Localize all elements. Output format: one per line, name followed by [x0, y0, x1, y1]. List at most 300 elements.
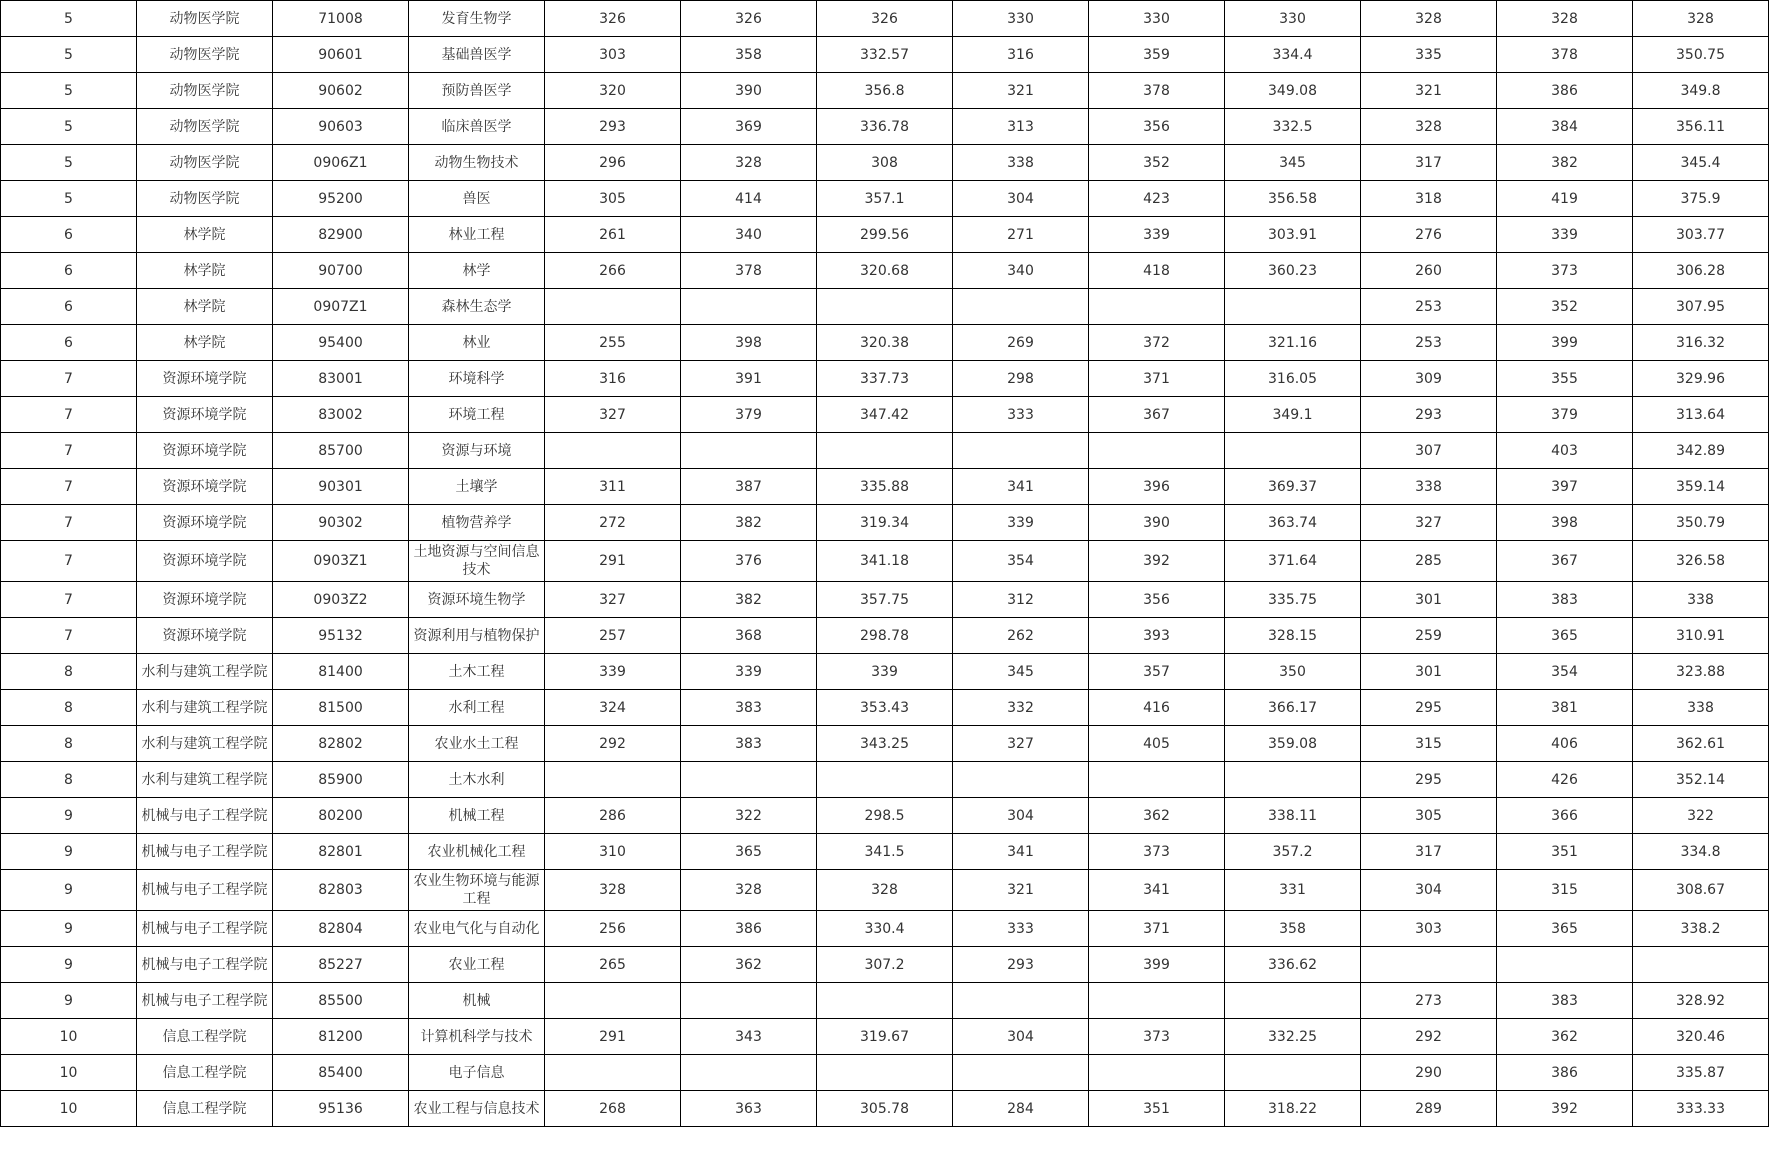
min-cell	[545, 433, 681, 469]
min-cell: 293	[1361, 397, 1497, 433]
code-cell: 85700	[273, 433, 409, 469]
min-cell: 298	[953, 361, 1089, 397]
rank-cell: 5	[1, 109, 137, 145]
table-row	[1, 289, 1769, 325]
avg-cell: 305.78	[817, 1091, 953, 1127]
avg-cell: 339	[817, 654, 953, 690]
major-cell: 临床兽医学	[409, 109, 545, 145]
max-cell: 378	[1497, 37, 1633, 73]
avg-cell: 328	[1633, 1, 1769, 37]
avg-cell: 307.2	[817, 947, 953, 983]
min-cell: 289	[1361, 1091, 1497, 1127]
college-cell: 水利与建筑工程学院	[137, 762, 273, 798]
min-cell: 327	[1361, 505, 1497, 541]
max-cell: 330	[1089, 1, 1225, 37]
avg-cell: 353.43	[817, 690, 953, 726]
rank-cell: 9	[1, 947, 137, 983]
max-cell: 352	[1497, 289, 1633, 325]
table-row	[1, 762, 1769, 798]
min-cell: 295	[1361, 690, 1497, 726]
college-cell: 动物医学院	[137, 1, 273, 37]
avg-cell: 332.25	[1225, 1019, 1361, 1055]
min-cell: 266	[545, 253, 681, 289]
avg-cell: 331	[1225, 870, 1361, 911]
avg-cell: 345	[1225, 145, 1361, 181]
max-cell	[1089, 983, 1225, 1019]
min-cell: 253	[1361, 325, 1497, 361]
avg-cell: 337.73	[817, 361, 953, 397]
table-row	[1, 947, 1769, 983]
college-cell: 信息工程学院	[137, 1019, 273, 1055]
avg-cell: 360.23	[1225, 253, 1361, 289]
max-cell: 382	[681, 505, 817, 541]
major-cell: 环境工程	[409, 397, 545, 433]
table-row	[1, 618, 1769, 654]
min-cell	[953, 983, 1089, 1019]
max-cell: 328	[681, 870, 817, 911]
code-cell: 83002	[273, 397, 409, 433]
code-cell: 95200	[273, 181, 409, 217]
table-row	[1, 433, 1769, 469]
avg-cell: 350.79	[1633, 505, 1769, 541]
max-cell: 386	[681, 911, 817, 947]
code-cell: 82804	[273, 911, 409, 947]
avg-cell: 358	[1225, 911, 1361, 947]
max-cell: 386	[1497, 1055, 1633, 1091]
min-cell: 260	[1361, 253, 1497, 289]
max-cell: 359	[1089, 37, 1225, 73]
min-cell: 345	[953, 654, 1089, 690]
avg-cell: 336.62	[1225, 947, 1361, 983]
college-cell: 资源环境学院	[137, 361, 273, 397]
avg-cell: 341.18	[817, 541, 953, 582]
code-cell: 82900	[273, 217, 409, 253]
min-cell: 265	[545, 947, 681, 983]
major-cell: 基础兽医学	[409, 37, 545, 73]
max-cell: 365	[681, 834, 817, 870]
min-cell: 330	[953, 1, 1089, 37]
min-cell: 321	[953, 73, 1089, 109]
max-cell: 399	[1089, 947, 1225, 983]
max-cell: 416	[1089, 690, 1225, 726]
avg-cell: 338.2	[1633, 911, 1769, 947]
table-row	[1, 361, 1769, 397]
max-cell	[681, 983, 817, 1019]
avg-cell: 332.57	[817, 37, 953, 73]
avg-cell: 342.89	[1633, 433, 1769, 469]
table-row	[1, 145, 1769, 181]
min-cell: 338	[953, 145, 1089, 181]
min-cell: 320	[545, 73, 681, 109]
code-cell: 82802	[273, 726, 409, 762]
max-cell: 354	[1497, 654, 1633, 690]
avg-cell: 320.68	[817, 253, 953, 289]
college-cell: 机械与电子工程学院	[137, 947, 273, 983]
college-cell: 林学院	[137, 217, 273, 253]
avg-cell: 298.78	[817, 618, 953, 654]
college-cell: 机械与电子工程学院	[137, 983, 273, 1019]
major-cell: 计算机科学与技术	[409, 1019, 545, 1055]
max-cell: 379	[681, 397, 817, 433]
avg-cell: 332.5	[1225, 109, 1361, 145]
rank-cell: 7	[1, 505, 137, 541]
table-row	[1, 109, 1769, 145]
rank-cell: 7	[1, 618, 137, 654]
college-cell: 林学院	[137, 253, 273, 289]
code-cell: 81500	[273, 690, 409, 726]
avg-cell: 320.46	[1633, 1019, 1769, 1055]
min-cell: 255	[545, 325, 681, 361]
max-cell: 358	[681, 37, 817, 73]
max-cell: 315	[1497, 870, 1633, 911]
table-row	[1, 253, 1769, 289]
max-cell: 365	[1497, 911, 1633, 947]
min-cell: 309	[1361, 361, 1497, 397]
college-cell: 信息工程学院	[137, 1091, 273, 1127]
avg-cell: 328.92	[1633, 983, 1769, 1019]
college-cell: 动物医学院	[137, 37, 273, 73]
min-cell: 296	[545, 145, 681, 181]
major-cell: 土木工程	[409, 654, 545, 690]
avg-cell: 318.22	[1225, 1091, 1361, 1127]
table-row	[1, 911, 1769, 947]
max-cell: 371	[1089, 361, 1225, 397]
table-row	[1, 1019, 1769, 1055]
min-cell: 301	[1361, 582, 1497, 618]
code-cell: 81200	[273, 1019, 409, 1055]
avg-cell: 310.91	[1633, 618, 1769, 654]
min-cell: 268	[545, 1091, 681, 1127]
code-cell: 90301	[273, 469, 409, 505]
college-cell: 机械与电子工程学院	[137, 870, 273, 911]
major-cell: 植物营养学	[409, 505, 545, 541]
max-cell: 371	[1089, 911, 1225, 947]
table-row	[1, 181, 1769, 217]
min-cell: 324	[545, 690, 681, 726]
code-cell: 83001	[273, 361, 409, 397]
min-cell: 341	[953, 469, 1089, 505]
min-cell: 315	[1361, 726, 1497, 762]
max-cell: 378	[681, 253, 817, 289]
avg-cell	[817, 1055, 953, 1091]
max-cell: 414	[681, 181, 817, 217]
min-cell	[545, 1055, 681, 1091]
code-cell: 95136	[273, 1091, 409, 1127]
avg-cell: 336.78	[817, 109, 953, 145]
major-cell: 林业	[409, 325, 545, 361]
avg-cell: 330	[1225, 1, 1361, 37]
table-row	[1, 541, 1769, 582]
max-cell: 398	[1497, 505, 1633, 541]
min-cell: 341	[953, 834, 1089, 870]
min-cell: 272	[545, 505, 681, 541]
max-cell: 382	[1497, 145, 1633, 181]
max-cell: 357	[1089, 654, 1225, 690]
min-cell: 310	[545, 834, 681, 870]
min-cell: 292	[545, 726, 681, 762]
min-cell: 333	[953, 397, 1089, 433]
avg-cell	[817, 289, 953, 325]
rank-cell: 6	[1, 217, 137, 253]
table-row	[1, 397, 1769, 433]
max-cell	[681, 1055, 817, 1091]
max-cell: 362	[1497, 1019, 1633, 1055]
major-cell: 土地资源与空间信息技术	[409, 541, 545, 582]
min-cell: 292	[1361, 1019, 1497, 1055]
max-cell: 396	[1089, 469, 1225, 505]
min-cell: 301	[1361, 654, 1497, 690]
major-cell: 林学	[409, 253, 545, 289]
max-cell: 343	[681, 1019, 817, 1055]
max-cell: 406	[1497, 726, 1633, 762]
min-cell: 327	[545, 582, 681, 618]
major-cell: 农业生物环境与能源工程	[409, 870, 545, 911]
max-cell: 387	[681, 469, 817, 505]
max-cell	[1089, 289, 1225, 325]
min-cell: 291	[545, 541, 681, 582]
max-cell: 384	[1497, 109, 1633, 145]
max-cell	[1089, 433, 1225, 469]
avg-cell: 323.88	[1633, 654, 1769, 690]
college-cell: 动物医学院	[137, 145, 273, 181]
max-cell: 376	[681, 541, 817, 582]
min-cell: 335	[1361, 37, 1497, 73]
min-cell: 333	[953, 911, 1089, 947]
min-cell: 332	[953, 690, 1089, 726]
min-cell: 338	[1361, 469, 1497, 505]
rank-cell: 7	[1, 397, 137, 433]
min-cell: 327	[953, 726, 1089, 762]
avg-cell: 333.33	[1633, 1091, 1769, 1127]
min-cell: 304	[953, 181, 1089, 217]
avg-cell: 359.08	[1225, 726, 1361, 762]
min-cell	[953, 762, 1089, 798]
min-cell: 305	[1361, 798, 1497, 834]
max-cell: 382	[681, 582, 817, 618]
avg-cell: 319.67	[817, 1019, 953, 1055]
avg-cell	[1225, 762, 1361, 798]
avg-cell: 357.75	[817, 582, 953, 618]
min-cell: 326	[545, 1, 681, 37]
min-cell: 316	[953, 37, 1089, 73]
avg-cell: 363.74	[1225, 505, 1361, 541]
avg-cell: 335.88	[817, 469, 953, 505]
min-cell: 291	[545, 1019, 681, 1055]
max-cell: 398	[681, 325, 817, 361]
min-cell: 290	[1361, 1055, 1497, 1091]
table-row	[1, 1091, 1769, 1127]
code-cell: 85500	[273, 983, 409, 1019]
code-cell: 95400	[273, 325, 409, 361]
avg-cell: 313.64	[1633, 397, 1769, 433]
major-cell: 农业机械化工程	[409, 834, 545, 870]
min-cell: 303	[1361, 911, 1497, 947]
min-cell: 307	[1361, 433, 1497, 469]
major-cell: 资源与环境	[409, 433, 545, 469]
avg-cell: 308	[817, 145, 953, 181]
major-cell: 动物生物技术	[409, 145, 545, 181]
avg-cell	[817, 762, 953, 798]
code-cell: 80200	[273, 798, 409, 834]
major-cell: 发育生物学	[409, 1, 545, 37]
avg-cell: 335.87	[1633, 1055, 1769, 1091]
avg-cell: 338	[1633, 582, 1769, 618]
major-cell: 预防兽医学	[409, 73, 545, 109]
min-cell: 316	[545, 361, 681, 397]
table-row	[1, 505, 1769, 541]
avg-cell: 326	[817, 1, 953, 37]
avg-cell: 316.32	[1633, 325, 1769, 361]
max-cell	[1497, 947, 1633, 983]
min-cell: 318	[1361, 181, 1497, 217]
avg-cell: 371.64	[1225, 541, 1361, 582]
major-cell: 资源环境生物学	[409, 582, 545, 618]
college-cell: 资源环境学院	[137, 582, 273, 618]
table-row	[1, 870, 1769, 911]
code-cell: 82803	[273, 870, 409, 911]
table-row	[1, 834, 1769, 870]
min-cell	[953, 433, 1089, 469]
avg-cell: 299.56	[817, 217, 953, 253]
table-row	[1, 217, 1769, 253]
min-cell: 285	[1361, 541, 1497, 582]
max-cell: 365	[1497, 618, 1633, 654]
avg-cell: 338	[1633, 690, 1769, 726]
min-cell	[1361, 947, 1497, 983]
avg-cell: 298.5	[817, 798, 953, 834]
college-cell: 资源环境学院	[137, 433, 273, 469]
college-cell: 水利与建筑工程学院	[137, 726, 273, 762]
min-cell: 339	[545, 654, 681, 690]
min-cell: 340	[953, 253, 1089, 289]
min-cell: 259	[1361, 618, 1497, 654]
max-cell: 341	[1089, 870, 1225, 911]
avg-cell: 328	[817, 870, 953, 911]
max-cell: 403	[1497, 433, 1633, 469]
min-cell: 257	[545, 618, 681, 654]
avg-cell: 356.58	[1225, 181, 1361, 217]
major-cell: 农业工程	[409, 947, 545, 983]
college-cell: 资源环境学院	[137, 397, 273, 433]
avg-cell: 322	[1633, 798, 1769, 834]
avg-cell: 349.1	[1225, 397, 1361, 433]
rank-cell: 7	[1, 433, 137, 469]
min-cell	[545, 762, 681, 798]
max-cell: 423	[1089, 181, 1225, 217]
code-cell: 0907Z1	[273, 289, 409, 325]
avg-cell: 352.14	[1633, 762, 1769, 798]
college-cell: 动物医学院	[137, 181, 273, 217]
max-cell: 340	[681, 217, 817, 253]
rank-cell: 10	[1, 1019, 137, 1055]
code-cell: 0903Z2	[273, 582, 409, 618]
max-cell: 373	[1089, 1019, 1225, 1055]
min-cell: 276	[1361, 217, 1497, 253]
avg-cell: 330.4	[817, 911, 953, 947]
table-row	[1, 690, 1769, 726]
min-cell: 303	[545, 37, 681, 73]
avg-cell: 359.14	[1633, 469, 1769, 505]
table-row	[1, 73, 1769, 109]
min-cell: 327	[545, 397, 681, 433]
major-cell: 土壤学	[409, 469, 545, 505]
min-cell	[953, 289, 1089, 325]
code-cell: 90302	[273, 505, 409, 541]
max-cell: 366	[1497, 798, 1633, 834]
avg-cell: 328.15	[1225, 618, 1361, 654]
max-cell	[1089, 762, 1225, 798]
table-body	[1, 1, 1769, 1127]
avg-cell: 306.28	[1633, 253, 1769, 289]
max-cell: 392	[1497, 1091, 1633, 1127]
table-row	[1, 983, 1769, 1019]
major-cell: 资源利用与植物保护	[409, 618, 545, 654]
table-row	[1, 37, 1769, 73]
college-cell: 动物医学院	[137, 73, 273, 109]
rank-cell: 5	[1, 1, 137, 37]
college-cell: 信息工程学院	[137, 1055, 273, 1091]
min-cell: 293	[545, 109, 681, 145]
avg-cell: 338.11	[1225, 798, 1361, 834]
code-cell: 90700	[273, 253, 409, 289]
max-cell: 369	[681, 109, 817, 145]
max-cell: 392	[1089, 541, 1225, 582]
rank-cell: 5	[1, 73, 137, 109]
table-row	[1, 798, 1769, 834]
min-cell: 256	[545, 911, 681, 947]
table-row	[1, 325, 1769, 361]
avg-cell: 362.61	[1633, 726, 1769, 762]
avg-cell	[1225, 1055, 1361, 1091]
avg-cell: 357.1	[817, 181, 953, 217]
max-cell: 379	[1497, 397, 1633, 433]
min-cell: 286	[545, 798, 681, 834]
min-cell: 273	[1361, 983, 1497, 1019]
avg-cell: 356.8	[817, 73, 953, 109]
avg-cell: 334.4	[1225, 37, 1361, 73]
rank-cell: 8	[1, 762, 137, 798]
rank-cell: 9	[1, 870, 137, 911]
max-cell: 383	[1497, 983, 1633, 1019]
max-cell: 373	[1089, 834, 1225, 870]
min-cell: 321	[953, 870, 1089, 911]
major-cell: 农业水土工程	[409, 726, 545, 762]
college-cell: 林学院	[137, 289, 273, 325]
min-cell: 328	[1361, 1, 1497, 37]
max-cell: 351	[1497, 834, 1633, 870]
max-cell: 393	[1089, 618, 1225, 654]
avg-cell: 316.05	[1225, 361, 1361, 397]
rank-cell: 9	[1, 834, 137, 870]
college-cell: 资源环境学院	[137, 469, 273, 505]
avg-cell: 319.34	[817, 505, 953, 541]
major-cell: 机械	[409, 983, 545, 1019]
table-row	[1, 582, 1769, 618]
rank-cell: 8	[1, 726, 137, 762]
college-cell: 机械与电子工程学院	[137, 834, 273, 870]
max-cell: 383	[681, 690, 817, 726]
min-cell: 311	[545, 469, 681, 505]
rank-cell: 10	[1, 1091, 137, 1127]
min-cell: 253	[1361, 289, 1497, 325]
max-cell: 419	[1497, 181, 1633, 217]
max-cell	[681, 762, 817, 798]
college-cell: 水利与建筑工程学院	[137, 654, 273, 690]
rank-cell: 10	[1, 1055, 137, 1091]
major-cell: 兽医	[409, 181, 545, 217]
max-cell: 363	[681, 1091, 817, 1127]
avg-cell: 349.08	[1225, 73, 1361, 109]
